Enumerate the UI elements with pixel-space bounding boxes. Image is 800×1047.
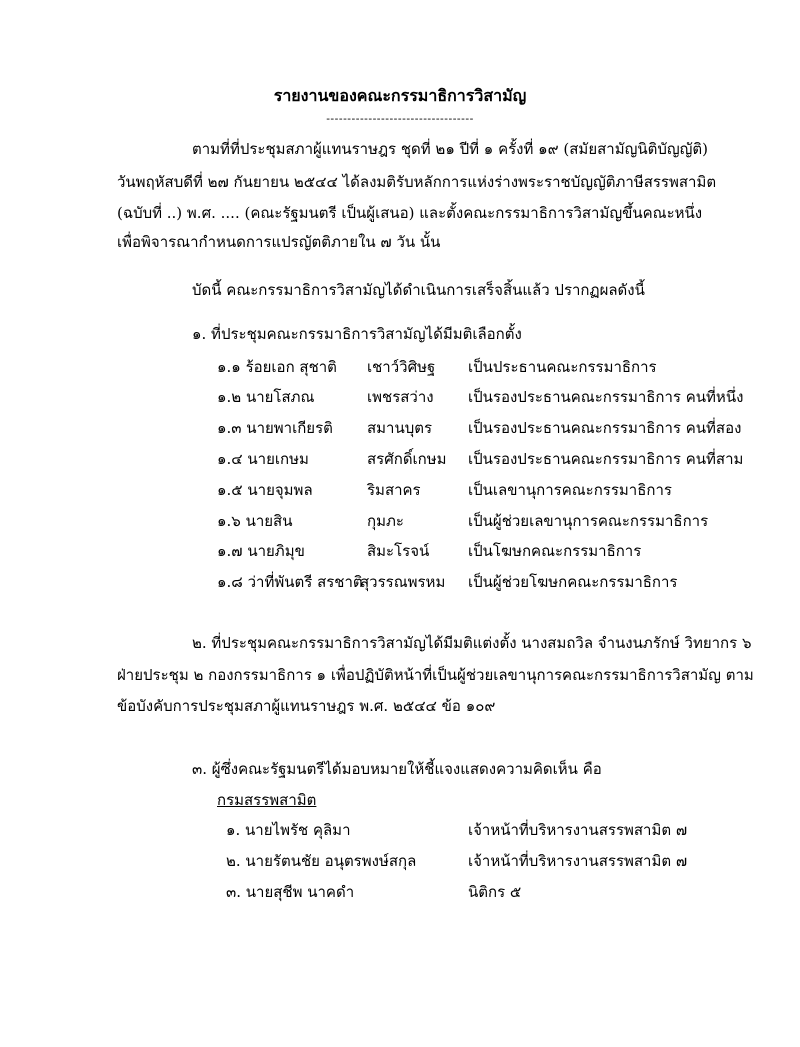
member-name: ๑.๑ ร้อยเอก สุชาติ — [217, 358, 337, 376]
member-surname: สมานบุตร — [367, 419, 433, 437]
member-name: ๑.๘ ว่าที่พันตรี สรชาติ — [217, 573, 363, 591]
section2-line-2: ฝ่ายประชุม ๒ กองกรรมาธิการ ๑ เพื่อปฏิบัติหน้าที่เป็นผู้ช่วยเลขานุการคณะกรรมาธิการวิสามัญ ตาม — [117, 666, 754, 684]
member-name: ๑.๗ นายภิมุข — [217, 542, 305, 560]
title-separator: ----------------------------------- — [326, 112, 474, 125]
section3-heading: ๓. ผู้ซึ่งคณะรัฐมนตรีได้มอบหมายให้ชี้แจงแสดงความคิดเห็น คือ — [192, 760, 602, 778]
member-name: ๑.๖ นายสิน — [217, 512, 293, 530]
member-surname: กุมภะ — [367, 512, 404, 530]
member-role: เป็นรองประธานคณะกรรมาธิการ คนที่สาม — [468, 450, 744, 468]
member-surname: สรศักดิ์เกษม — [367, 450, 447, 468]
intro-line-4: เพื่อพิจารณากำหนดการแปรญัตติภายใน ๗ วัน นั้น — [117, 233, 441, 251]
section2-line-1: ๒. ที่ประชุมคณะกรรมาธิการวิสามัญได้มีมติแต่งตั้ง นางสมถวิล จำนงนภรักษ์ วิทยากร ๖ — [192, 634, 752, 652]
intro-line-3: (ฉบับที่ ..) พ.ศ. .... (คณะรัฐมนตรี เป็นผู้เสนอ) และตั้งคณะกรรมาธิการวิสามัญขึ้นคณะหนึ่ง — [117, 204, 703, 222]
member-role: เป็นรองประธานคณะกรรมาธิการ คนที่สอง — [468, 419, 742, 437]
member-role: เป็นรองประธานคณะกรรมาธิการ คนที่หนึ่ง — [468, 388, 744, 406]
member-name: ๑.๕ นายจุมพล — [217, 481, 313, 499]
member-surname: เชาว์วิศิษฐ — [367, 358, 436, 376]
member-name: ๑.๒ นายโสภณ — [217, 388, 315, 406]
section2-line-3: ข้อบังคับการประชุมสภาผู้แทนราษฎร พ.ศ. ๒๕๔๔ ข้อ ๑๐๙ — [117, 697, 496, 715]
member-role: เป็นผู้ช่วยโฆษกคณะกรรมาธิการ — [468, 573, 678, 591]
official-position: เจ้าหน้าที่บริหารงานสรรพสามิต ๗ — [468, 852, 688, 870]
official-name: ๑. นายไพรัช คุลิมา — [226, 821, 351, 839]
member-role: เป็นผู้ช่วยเลขานุการคณะกรรมาธิการ — [468, 512, 709, 530]
member-role: เป็นเลขานุการคณะกรรมาธิการ — [468, 481, 672, 499]
member-surname: ริมสาคร — [367, 481, 421, 499]
report-title: รายงานของคณะกรรมาธิการวิสามัญ — [273, 86, 527, 105]
member-role: เป็นโฆษกคณะกรรมาธิการ — [468, 542, 642, 560]
member-surname: เพชรสว่าง — [367, 388, 434, 406]
member-name: ๑.๔ นายเกษม — [217, 450, 309, 468]
official-name: ๒. นายรัตนชัย อนุตรพงษ์สกุล — [226, 852, 417, 870]
section1-heading: ๑. ที่ประชุมคณะกรรมาธิการวิสามัญได้มีมติเลือกตั้ง — [192, 325, 522, 343]
member-surname: สุวรรณพรหม — [360, 573, 446, 591]
intro-line-1: ตามที่ที่ประชุมสภาผู้แทนราษฎร ชุดที่ ๒๑ ปีที่ ๑ ครั้งที่ ๑๙ (สมัยสามัญนิติบัญญัติ) — [192, 140, 709, 158]
official-name: ๓. นายสุชีพ นาคดำ — [226, 883, 355, 901]
intro-line-2: วันพฤหัสบดีที่ ๒๗ กันยายน ๒๕๔๔ ได้ลงมติรับหลักการแห่งร่างพระราชบัญญัติภาษีสรรพสามิต — [117, 173, 717, 191]
member-surname: สิมะโรจน์ — [367, 542, 430, 560]
member-role: เป็นประธานคณะกรรมาธิการ — [468, 358, 657, 376]
result-statement: บัดนี้ คณะกรรมาธิการวิสามัญได้ดำเนินการเสร็จสิ้นแล้ว ปรากฏผลดังนี้ — [192, 281, 645, 299]
official-position: เจ้าหน้าที่บริหารงานสรรพสามิต ๗ — [468, 821, 688, 839]
department-name: กรมสรรพสามิต — [217, 791, 317, 809]
member-name: ๑.๓ นายพาเกียรติ — [217, 419, 333, 437]
official-position: นิติกร ๕ — [468, 883, 522, 901]
